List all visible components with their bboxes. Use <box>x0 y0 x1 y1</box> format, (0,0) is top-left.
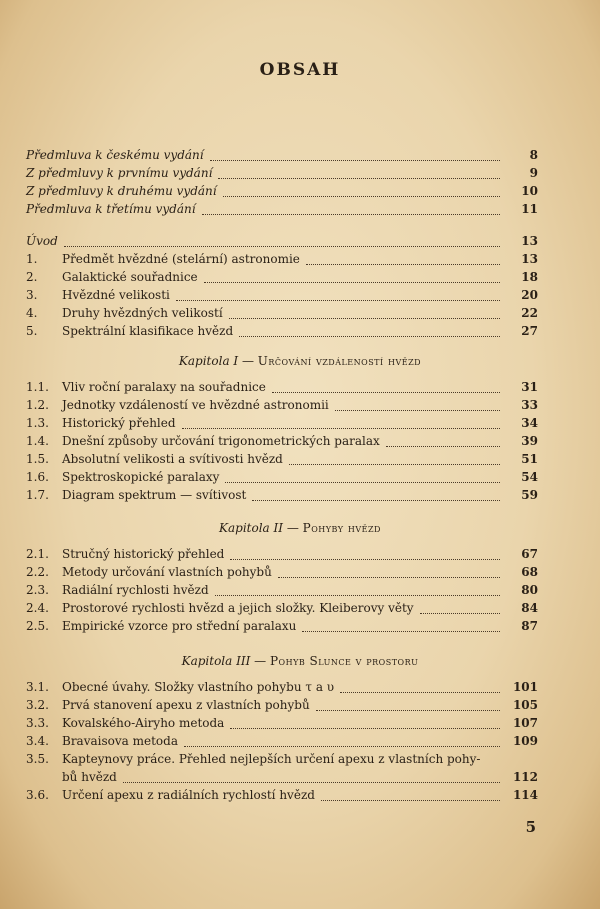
entry-number: 2.5. <box>26 619 49 633</box>
toc-entry <box>26 468 538 486</box>
entry-page: 13 <box>521 234 538 248</box>
leader-dots <box>184 736 500 747</box>
toc-entry <box>26 322 538 340</box>
leader-dots <box>230 549 500 560</box>
entry-text: Z předmluvy k prvnímu vydání <box>26 166 213 180</box>
toc-entry <box>26 286 538 304</box>
entry-text: Určení apexu z radiálních rychlostí hvězd <box>62 788 315 802</box>
toc-entry <box>26 678 538 696</box>
entry-number: 5. <box>26 324 38 338</box>
entry-page: 31 <box>521 380 538 394</box>
entry-text: Jednotky vzdáleností ve hvězdné astronomii <box>62 398 329 412</box>
entry-page: 22 <box>521 306 538 320</box>
toc-entry <box>26 304 538 322</box>
entry-page: 105 <box>512 698 538 712</box>
entry-text: Spektroskopické paralaxy <box>62 470 220 484</box>
chapter-title: Pohyb Slunce v prostoru <box>269 654 419 668</box>
entry-number: 3.5. <box>26 752 49 766</box>
entry-text: Předmět hvězdné (stelární) astronomie <box>62 252 300 266</box>
leader-dots <box>306 254 500 265</box>
entry-page: 54 <box>521 470 538 484</box>
entry-page: 10 <box>521 184 538 198</box>
chapter-3-list <box>26 678 538 804</box>
leader-dots <box>202 204 500 215</box>
entry-text: Spektrální klasifikace hvězd <box>62 324 234 338</box>
entry-page: 13 <box>521 252 538 266</box>
toc-entry <box>26 732 538 750</box>
leader-dots <box>64 236 500 247</box>
entry-page: 18 <box>521 270 538 284</box>
entry-text: bů hvězd <box>62 770 117 784</box>
toc-entry <box>26 432 538 450</box>
entry-number: 1.6. <box>26 470 49 484</box>
entry-page: 67 <box>521 547 538 561</box>
chapter-2-list <box>26 545 538 635</box>
entry-number: 4. <box>26 306 38 320</box>
entry-page: 107 <box>512 716 538 730</box>
chapter-title: Pohyby hvězd <box>302 521 381 535</box>
entry-number: 2. <box>26 270 38 284</box>
leader-dots <box>302 621 500 632</box>
entry-number: 1.2. <box>26 398 49 412</box>
leader-dots <box>289 454 500 465</box>
toc-entry <box>26 581 538 599</box>
toc-entry <box>26 750 538 768</box>
leader-dots <box>340 682 500 693</box>
chapter-heading <box>0 354 600 368</box>
toc-entry <box>26 696 538 714</box>
leader-dots <box>210 150 500 161</box>
entry-text: Galaktické souřadnice <box>62 270 198 284</box>
entry-number: 1.7. <box>26 488 49 502</box>
toc-entry <box>26 414 538 432</box>
leader-dots <box>230 718 500 729</box>
toc-entry <box>26 232 538 250</box>
entry-number: 1.5. <box>26 452 49 466</box>
leader-dots <box>239 326 500 337</box>
page-number: 5 <box>525 818 536 836</box>
entry-number: 1.4. <box>26 434 49 448</box>
entry-page: 9 <box>529 166 538 180</box>
entry-number: 2.2. <box>26 565 49 579</box>
entry-number: 1. <box>26 252 38 266</box>
entry-text: Hvězdné velikosti <box>62 288 170 302</box>
entry-number: 3.4. <box>26 734 49 748</box>
leader-dots <box>218 168 500 179</box>
entry-number: 3.6. <box>26 788 49 802</box>
toc-entry <box>26 250 538 268</box>
leader-dots <box>176 290 500 301</box>
entry-text: Historický přehled <box>62 416 176 430</box>
entry-text: Bravaisova metoda <box>62 734 178 748</box>
intro-list <box>26 232 538 340</box>
toc-entry <box>26 182 538 200</box>
chapter-label: Kapitola III <box>181 654 251 668</box>
entry-page: 59 <box>521 488 538 502</box>
leader-dots <box>252 490 500 501</box>
toc-entry <box>26 164 538 182</box>
leader-dots <box>335 400 500 411</box>
leader-dots <box>182 418 500 429</box>
entry-page: 8 <box>529 148 538 162</box>
entry-page: 51 <box>521 452 538 466</box>
toc-entry <box>26 563 538 581</box>
leader-dots <box>386 436 500 447</box>
leader-dots <box>215 585 500 596</box>
entry-page: 84 <box>521 601 538 615</box>
entry-text: Předmluva k třetímu vydání <box>26 202 196 216</box>
entry-text: Kovalského-Airyho metoda <box>62 716 225 730</box>
leader-dots <box>123 772 500 783</box>
page-title: OBSAH <box>259 60 341 80</box>
entry-text: Diagram spektrum — svítivost <box>62 488 247 502</box>
entry-text: Obecné úvahy. Složky vlastního pohybu τ a υ <box>62 680 335 694</box>
entry-text: Vliv roční paralaxy na souřadnice <box>62 380 266 394</box>
entry-page: 27 <box>521 324 538 338</box>
toc-entry <box>26 378 538 396</box>
leader-dots <box>204 272 500 283</box>
entry-page: 33 <box>521 398 538 412</box>
toc-entry <box>26 617 538 635</box>
entry-number: 2.4. <box>26 601 49 615</box>
toc-entry <box>26 268 538 286</box>
entry-number: 3.3. <box>26 716 49 730</box>
chapter-heading <box>0 521 600 535</box>
entry-page: 114 <box>512 788 538 802</box>
entry-number: 3. <box>26 288 38 302</box>
entry-text: Úvod <box>26 234 58 248</box>
entry-page: 68 <box>521 565 538 579</box>
entry-text: Prvá stanovení apexu z vlastních pohybů <box>62 698 310 712</box>
entry-page: 101 <box>512 680 538 694</box>
leader-dots <box>225 472 500 483</box>
leader-dots <box>420 603 500 614</box>
chapter-separator: — <box>250 654 270 668</box>
toc-entry <box>26 396 538 414</box>
entry-text: Prostorové rychlosti hvězd a jejich složky. Kleiberovy věty <box>62 601 414 615</box>
entry-text: Stručný historický přehled <box>62 547 225 561</box>
toc-entry-continuation <box>26 768 538 786</box>
leader-dots <box>229 308 500 319</box>
entry-text: Metody určování vlastních pohybů <box>62 565 272 579</box>
entry-text: Dnešní způsoby určování trigonometrických paralax <box>62 434 380 448</box>
entry-text: Z předmluvy k druhému vydání <box>26 184 217 198</box>
leader-dots <box>272 382 500 393</box>
toc-entry <box>26 486 538 504</box>
entry-number: 1.3. <box>26 416 49 430</box>
chapter-label: Kapitola II <box>219 521 284 535</box>
entry-page: 11 <box>521 202 538 216</box>
chapter-separator: — <box>238 354 258 368</box>
chapter-1-list <box>26 378 538 504</box>
toc-entry <box>26 599 538 617</box>
entry-page: 39 <box>521 434 538 448</box>
entry-page: 112 <box>512 770 538 784</box>
leader-dots <box>316 700 500 711</box>
entry-page: 109 <box>512 734 538 748</box>
entry-text: Druhy hvězdných velikostí <box>62 306 223 320</box>
entry-text: Empirické vzorce pro střední paralaxu <box>62 619 297 633</box>
entry-text: Absolutní velikosti a svítivosti hvězd <box>62 452 283 466</box>
toc-entry <box>26 200 538 218</box>
chapter-heading <box>0 654 600 668</box>
entry-page: 34 <box>521 416 538 430</box>
toc-entry <box>26 786 538 804</box>
toc-entry <box>26 714 538 732</box>
leader-dots <box>321 790 500 801</box>
entry-number: 3.1. <box>26 680 49 694</box>
entry-page: 20 <box>521 288 538 302</box>
entry-text: Předmluva k českému vydání <box>26 148 204 162</box>
entry-number: 2.3. <box>26 583 49 597</box>
entry-number: 3.2. <box>26 698 49 712</box>
toc-entry <box>26 146 538 164</box>
entry-number: 1.1. <box>26 380 49 394</box>
chapter-label: Kapitola I <box>178 354 239 368</box>
toc-entry <box>26 545 538 563</box>
leader-dots <box>278 567 500 578</box>
preface-list <box>26 146 538 218</box>
entry-text: Kapteynovy práce. Přehled nejlepších určení apexu z vlastních pohy- <box>62 752 481 766</box>
entry-text: Radiální rychlosti hvězd <box>62 583 209 597</box>
chapter-title: Určování vzdáleností hvězd <box>257 354 422 368</box>
toc-entry <box>26 450 538 468</box>
chapter-separator: — <box>283 521 303 535</box>
leader-dots <box>223 186 500 197</box>
entry-number: 2.1. <box>26 547 49 561</box>
entry-page: 80 <box>521 583 538 597</box>
entry-page: 87 <box>521 619 538 633</box>
